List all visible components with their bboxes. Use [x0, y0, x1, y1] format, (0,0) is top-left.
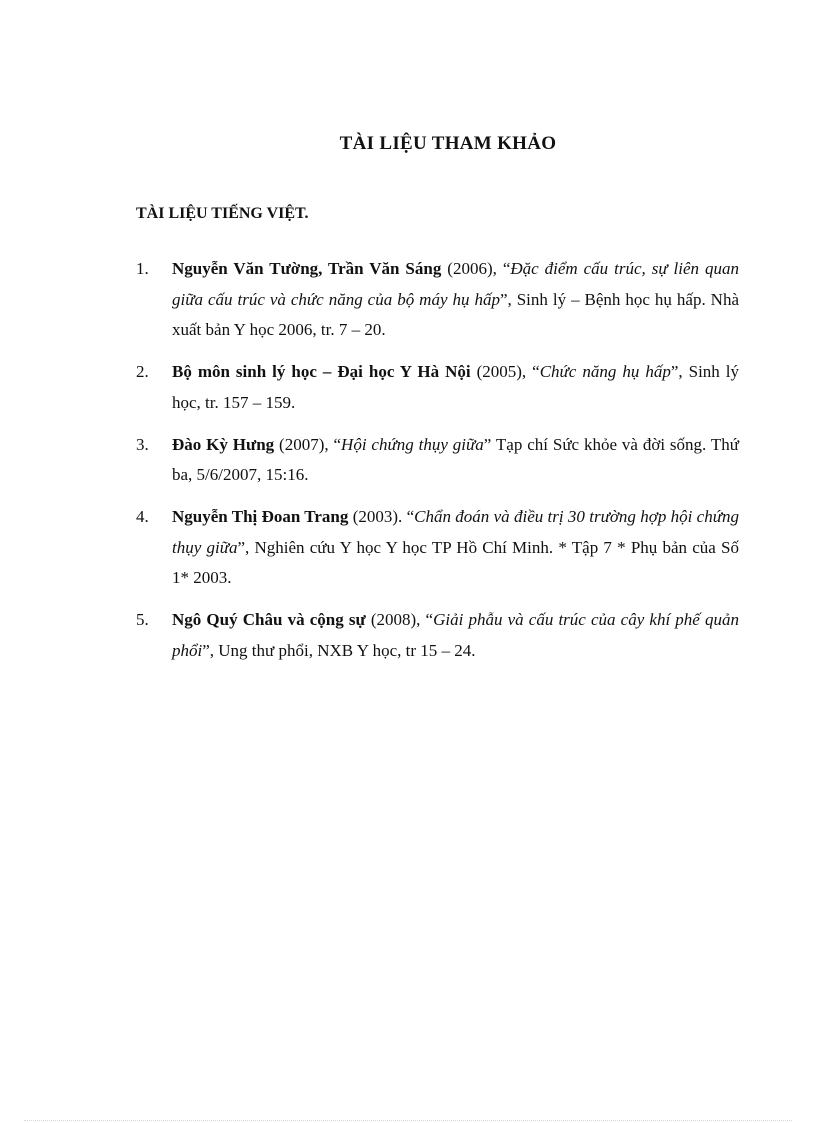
reference-item	[136, 605, 739, 666]
reference-number: 2.	[136, 362, 149, 381]
reference-year: (2003). “	[348, 507, 415, 526]
reference-item	[136, 502, 739, 594]
reference-title: Đặc điểm cấu trúc, sự liên quan giữa cấu trúc và chức năng của bộ máy hụ hấp	[172, 259, 739, 309]
reference-author: Ngô Quý Châu và cộng sự	[172, 610, 366, 629]
reference-source: ” Tạp chí Sức khỏe và đời sống. Thứ ba, 5/6/2007, 15:16.	[172, 434, 739, 484]
reference-year: (2007), “	[274, 434, 342, 454]
reference-item	[136, 254, 739, 346]
reference-year: (2006), “	[441, 259, 511, 278]
reference-source: ”, Sinh lý – Bệnh học hụ hấp. Nhà xuất bản Y học 2006, tr. 7 – 20.	[172, 289, 739, 339]
reference-text	[172, 357, 739, 418]
reference-author: Đào Kỳ Hưng	[172, 434, 275, 454]
reference-number: 5.	[136, 610, 149, 629]
reference-text	[172, 605, 739, 666]
reference-text	[172, 502, 739, 594]
page-bottom-divider	[24, 1120, 792, 1121]
reference-number: 1.	[136, 259, 149, 278]
reference-source: ”, Nghiên cứu Y học Y học TP Hồ Chí Minh. * Tập 7 * Phụ bản của Số 1* 2003.	[172, 537, 740, 587]
reference-author: Bộ môn sinh lý học – Đại học Y Hà Nội	[172, 362, 471, 381]
reference-source: ”, Ung thư phổi, NXB Y học, tr 15 – 24.	[202, 640, 476, 660]
reference-item	[136, 357, 739, 418]
reference-author: Nguyễn Thị Đoan Trang	[172, 507, 349, 526]
reference-title: Chẩn đoán và điều trị 30 trường hợp hội chứng thụy giữa	[172, 507, 739, 557]
reference-title: Giải phẫu và cấu trúc của cây khí phế quản phổi	[172, 610, 739, 660]
reference-item	[136, 430, 739, 491]
reference-title: Chức năng hụ hấp	[539, 362, 671, 381]
reference-title: Hội chứng thụy giữa	[341, 434, 484, 454]
reference-text	[172, 430, 739, 491]
reference-text	[172, 254, 739, 346]
reference-author: Nguyễn Văn Tường, Trần Văn Sáng	[172, 259, 442, 278]
reference-source: ”, Sinh lý học, tr. 157 – 159.	[172, 362, 740, 412]
reference-number: 4.	[136, 507, 149, 526]
section-heading: TÀI LIỆU TIẾNG VIỆT.	[136, 205, 309, 222]
reference-year: (2008), “	[365, 610, 434, 629]
reference-year: (2005), “	[470, 362, 540, 381]
reference-list	[136, 254, 739, 678]
reference-number: 3.	[136, 434, 149, 454]
page-title: TÀI LIỆU THAM KHẢO	[339, 133, 557, 154]
